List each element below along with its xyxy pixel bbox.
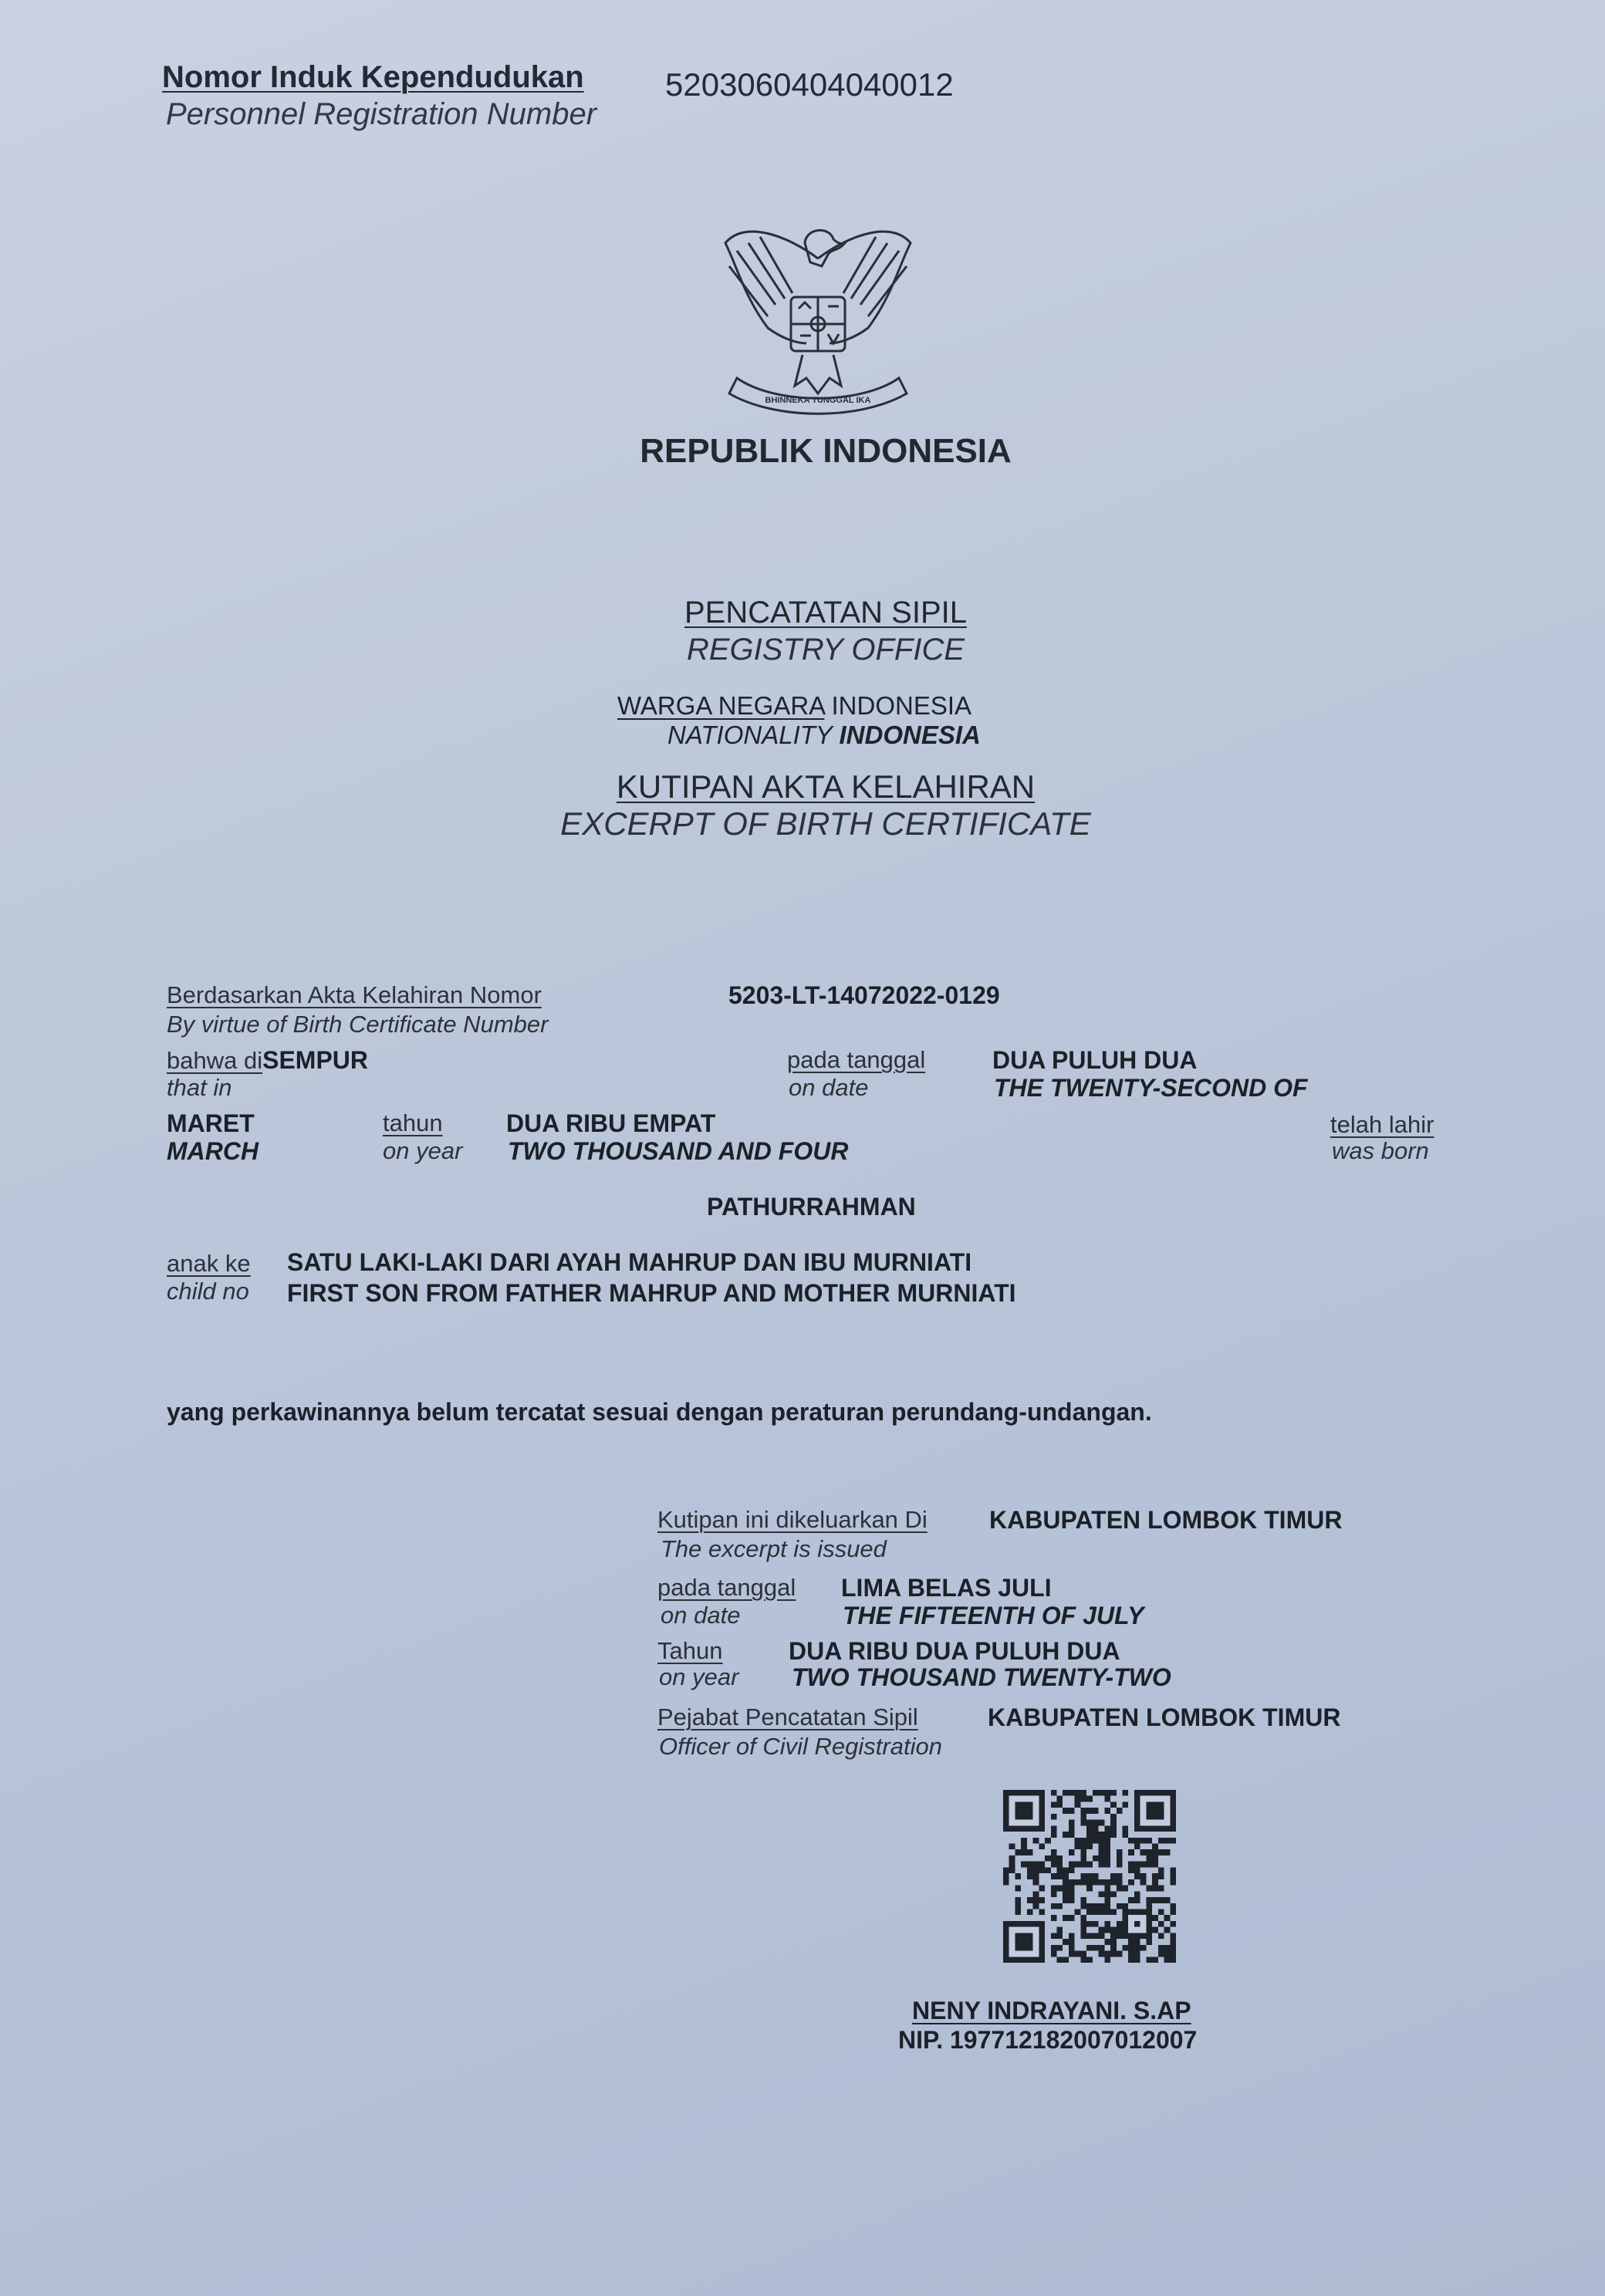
officer-label: Pejabat Pencatatan Sipil <box>657 1703 918 1730</box>
officer-value: KABUPATEN LOMBOK TIMUR <box>988 1703 1341 1731</box>
issue-date-label-en: on date <box>661 1602 741 1629</box>
nationality-label-en: NATIONALITY <box>667 721 833 749</box>
signer-name: NENY INDRAYANI. S.AP <box>912 1997 1191 2024</box>
birth-date-value-en: THE TWENTY-SECOND OF <box>994 1074 1308 1102</box>
marriage-note: yang perkawinannya belum tercatat sesuai dengan peraturan perundang-undangan. <box>167 1398 1152 1426</box>
nationality-value: INDONESIA <box>831 691 972 720</box>
birth-place-row <box>167 1046 368 1075</box>
birth-month: MARET <box>167 1109 255 1137</box>
birth-place-value: SEMPUR <box>262 1046 368 1074</box>
country-title: REPUBLIK INDONESIA <box>640 432 1012 470</box>
issue-year-label: Tahun <box>657 1637 723 1664</box>
office-title: PENCATATAN SIPIL <box>684 596 967 630</box>
officer-label-en: Officer of Civil Registration <box>659 1733 942 1760</box>
issue-place-value: KABUPATEN LOMBOK TIMUR <box>989 1506 1343 1534</box>
issue-year-label-en: on year <box>659 1663 739 1690</box>
child-order-value-en: FIRST SON FROM FATHER MAHRUP AND MOTHER MURNIATI <box>287 1279 1016 1307</box>
emblem-motto: BHINNEKA TUNGGAL IKA <box>765 396 871 405</box>
document-title: KUTIPAN AKTA KELAHIRAN <box>616 768 1036 805</box>
child-name: PATHURRAHMAN <box>707 1193 916 1221</box>
nik-label: Nomor Induk Kependudukan <box>162 60 584 94</box>
birth-place-label: bahwa di <box>167 1047 263 1074</box>
issue-place-label-en: The excerpt is issued <box>661 1535 887 1562</box>
nationality-row-en <box>667 721 981 750</box>
office-title-en: REGISTRY OFFICE <box>686 633 965 667</box>
issue-year-value-en: TWO THOUSAND TWENTY-TWO <box>792 1663 1171 1691</box>
issue-place-label: Kutipan ini dikeluarkan Di <box>657 1506 928 1533</box>
birth-date-label: pada tanggal <box>787 1046 926 1073</box>
qr-code-icon[interactable] <box>1003 1790 1176 1963</box>
signer-nip: NIP. 197712182007012007 <box>898 2026 1198 2054</box>
garuda-emblem-icon <box>714 212 922 424</box>
cert-number: 5203-LT-14072022-0129 <box>728 981 1000 1009</box>
birth-month-en: MARCH <box>167 1137 259 1165</box>
cert-number-label-en: By virtue of Birth Certificate Number <box>167 1011 549 1038</box>
nik-value: 5203060404040012 <box>665 66 954 103</box>
born-label: telah lahir <box>1330 1111 1434 1138</box>
child-order-label-en: child no <box>167 1278 249 1305</box>
birth-year-en: TWO THOUSAND AND FOUR <box>508 1137 849 1165</box>
birth-year-label-en: on year <box>383 1137 463 1164</box>
child-order-label: anak ke <box>167 1250 251 1277</box>
child-order-value: SATU LAKI-LAKI DARI AYAH MAHRUP DAN IBU MURNIATI <box>287 1248 972 1276</box>
born-label-en: was born <box>1332 1137 1429 1164</box>
issue-date-label: pada tanggal <box>657 1574 796 1601</box>
cert-number-label: Berdasarkan Akta Kelahiran Nomor <box>167 981 542 1008</box>
nationality-value-en: INDONESIA <box>839 721 981 749</box>
nationality-label: WARGA NEGARA <box>617 691 825 720</box>
issue-year-value: DUA RIBU DUA PULUH DUA <box>789 1637 1120 1665</box>
issue-date-value: LIMA BELAS JULI <box>841 1574 1052 1602</box>
nik-label-en: Personnel Registration Number <box>166 97 597 131</box>
birth-place-label-en: that in <box>167 1074 232 1101</box>
document-title-en: EXCERPT OF BIRTH CERTIFICATE <box>560 805 1091 842</box>
birth-date-value: DUA PULUH DUA <box>992 1046 1198 1074</box>
birth-year: DUA RIBU EMPAT <box>506 1109 716 1137</box>
birth-year-label: tahun <box>383 1109 443 1136</box>
birth-date-label-en: on date <box>789 1074 869 1101</box>
issue-date-value-en: THE FIFTEENTH OF JULY <box>843 1602 1144 1629</box>
nationality-row <box>617 691 971 721</box>
